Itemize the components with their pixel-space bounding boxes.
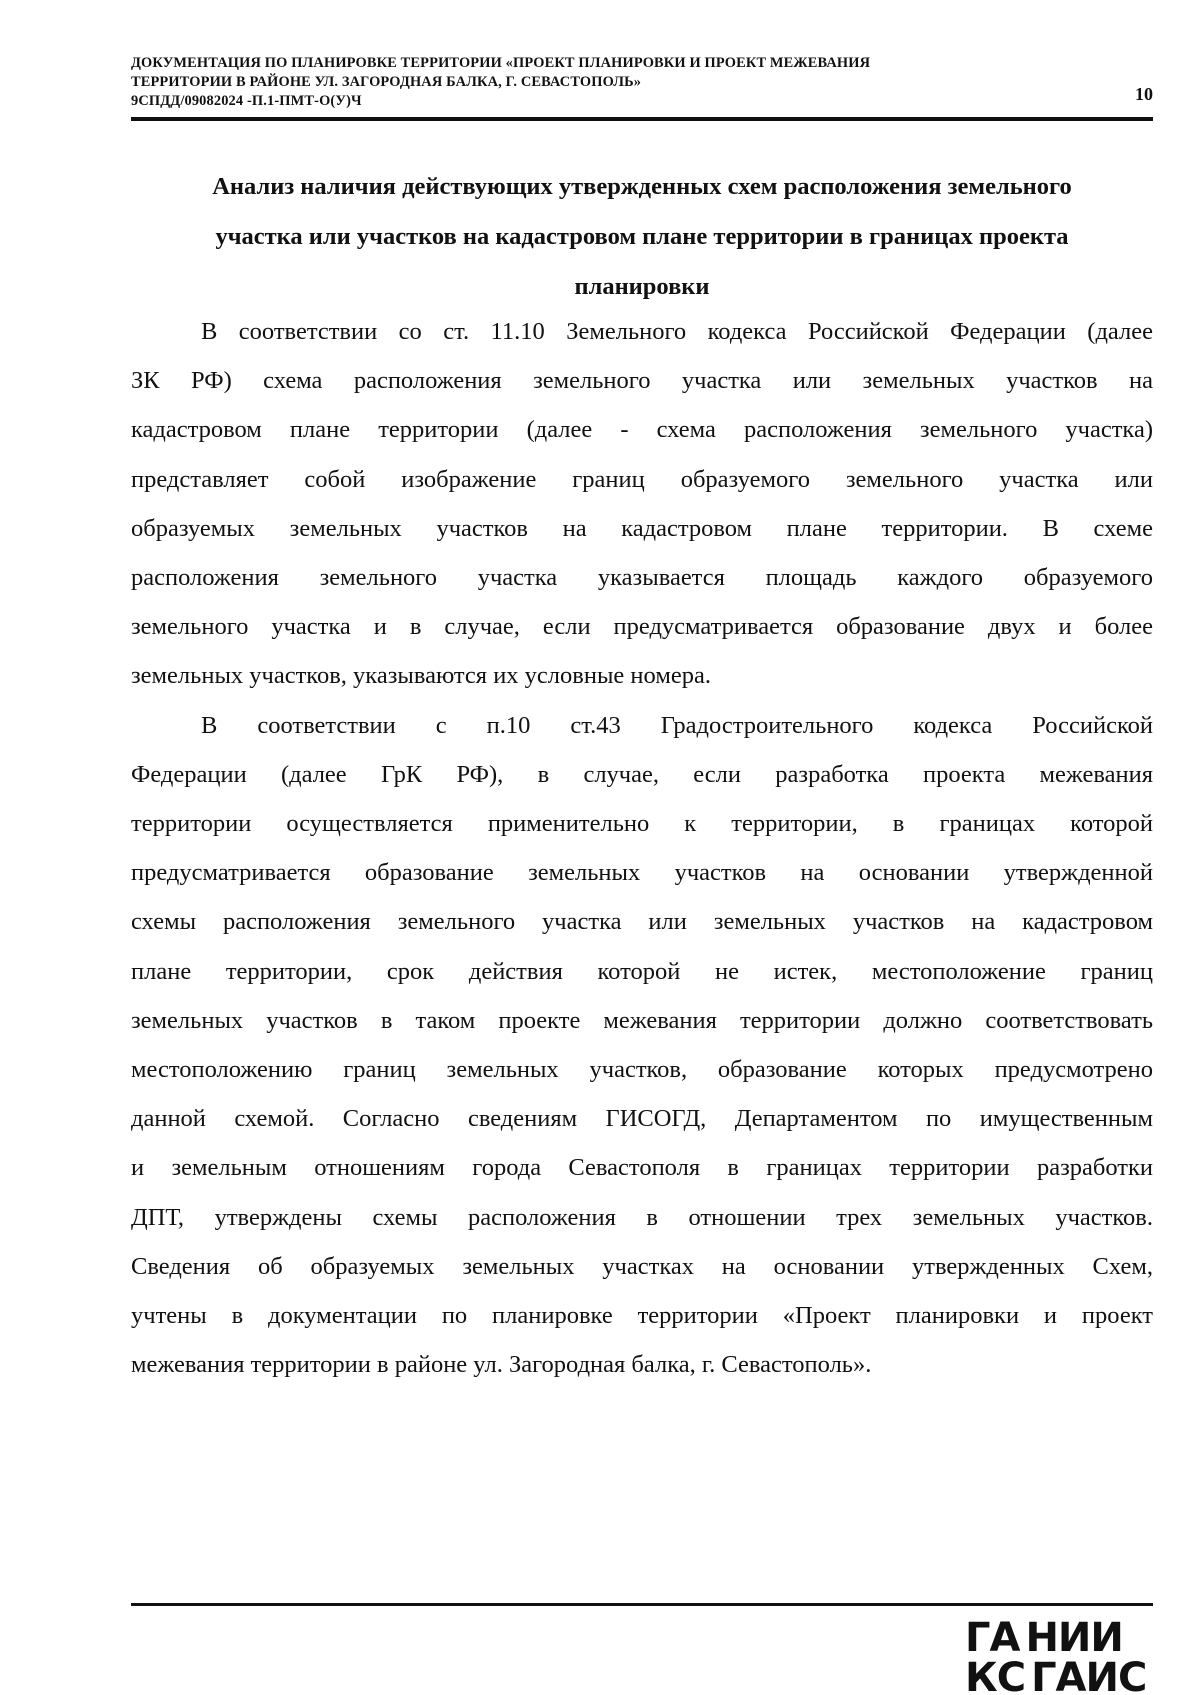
section-title-line-1: Анализ наличия действующих утвержденных схем расположения земельного — [212, 173, 1072, 200]
logo-text-bottom: ГАИС — [1031, 1655, 1147, 1695]
paragraph-line: и земельным отношениям города Севастополя в границах территории разработки — [131, 1154, 1153, 1182]
logo-top-row — [965, 1618, 1123, 1661]
paragraph-line: ЗК РФ) схема расположения земельного участка или земельных участков на — [131, 367, 1153, 395]
paragraph-line: межевания территории в районе ул. Загородная балка, г. Севастополь». — [131, 1351, 872, 1379]
paragraph-line: земельного участка и в случае, если предусматривается образование двух и более — [131, 613, 1153, 641]
paragraph-line: данной схемой. Согласно сведениям ГИСОГД, Департаментом по имущественным — [131, 1105, 1153, 1133]
paragraph-line: В соответствии со ст. 11.10 Земельного кодекса Российской Федерации (далее — [201, 318, 1153, 345]
paragraph-line: земельных участков, указываются их условные номера. — [131, 662, 711, 690]
page-header — [131, 54, 1153, 120]
paragraph-line: земельных участков в таком проекте межевания территории должно соответствовать — [131, 1006, 1153, 1034]
paragraph-line: плане территории, срок действия которой не истек, местоположение границ — [131, 957, 1153, 985]
paragraph-line: учтены в документации по планировке территории «Проект планировки и проект — [131, 1302, 1153, 1330]
section-title-line-3: планировки — [574, 273, 710, 300]
logo-bottom-row — [965, 1655, 1147, 1695]
logo-mark-bottom: КС — [965, 1655, 1026, 1695]
header-title — [131, 54, 1091, 111]
logo-text-top: НИИ — [1025, 1618, 1123, 1661]
paragraph-line: В соответствии с п.10 ст.43 Градостроительного кодекса Российской — [201, 711, 1153, 739]
paragraph-2 — [131, 701, 1153, 1390]
paragraph-line: кадастровом плане территории (далее - схема расположения земельного участка) — [131, 416, 1153, 444]
paragraph-line: расположения земельного участка указывается площадь каждого образуемого — [131, 564, 1153, 592]
logo-mark-top: ГА — [965, 1618, 1020, 1661]
page-number: 10 — [1135, 84, 1153, 104]
header-document-code: 9СПДД/09082024 -П.1-ПМТ-О(У)Ч — [131, 93, 362, 109]
paragraph-line: ДПТ, утверждены схемы расположения в отношении трех земельных участков. — [131, 1203, 1153, 1231]
footer-divider — [131, 1603, 1153, 1606]
header-divider — [131, 117, 1153, 121]
header-line-2: ТЕРРИТОРИИ В РАЙОНЕ УЛ. ЗАГОРОДНАЯ БАЛКА, Г. СЕВАСТОПОЛЬ» — [131, 74, 642, 90]
paragraph-line: Сведения об образуемых земельных участках на основании утвержденных Схем, — [131, 1252, 1153, 1280]
section-title — [131, 162, 1153, 312]
paragraph-line: местоположению границ земельных участков, образование которых предусмотрено — [131, 1056, 1153, 1084]
paragraph-line: представляет собой изображение границ образуемого земельного участка или — [131, 465, 1153, 493]
paragraph-line: Федерации (далее ГрК РФ), в случае, если разработка проекта межевания — [131, 760, 1153, 788]
paragraph-line: территории осуществляется применительно к территории, в границах которой — [131, 810, 1153, 838]
organization-logo — [965, 1618, 1155, 1695]
paragraph-line: образуемых земельных участков на кадастровом плане территории. В схеме — [131, 514, 1153, 542]
paragraph-1 — [131, 307, 1153, 701]
paragraph-line: предусматривается образование земельных участков на основании утвержденной — [131, 859, 1153, 887]
paragraph-line: схемы расположения земельного участка или земельных участков на кадастровом — [131, 908, 1153, 936]
body-text — [131, 307, 1153, 1389]
header-line-1: ДОКУМЕНТАЦИЯ ПО ПЛАНИРОВКЕ ТЕРРИТОРИИ «ПРОЕКТ ПЛАНИРОВКИ И ПРОЕКТ МЕЖЕВАНИЯ — [131, 55, 871, 71]
section-title-line-2: участка или участков на кадастровом плане территории в границах проекта — [215, 223, 1069, 250]
